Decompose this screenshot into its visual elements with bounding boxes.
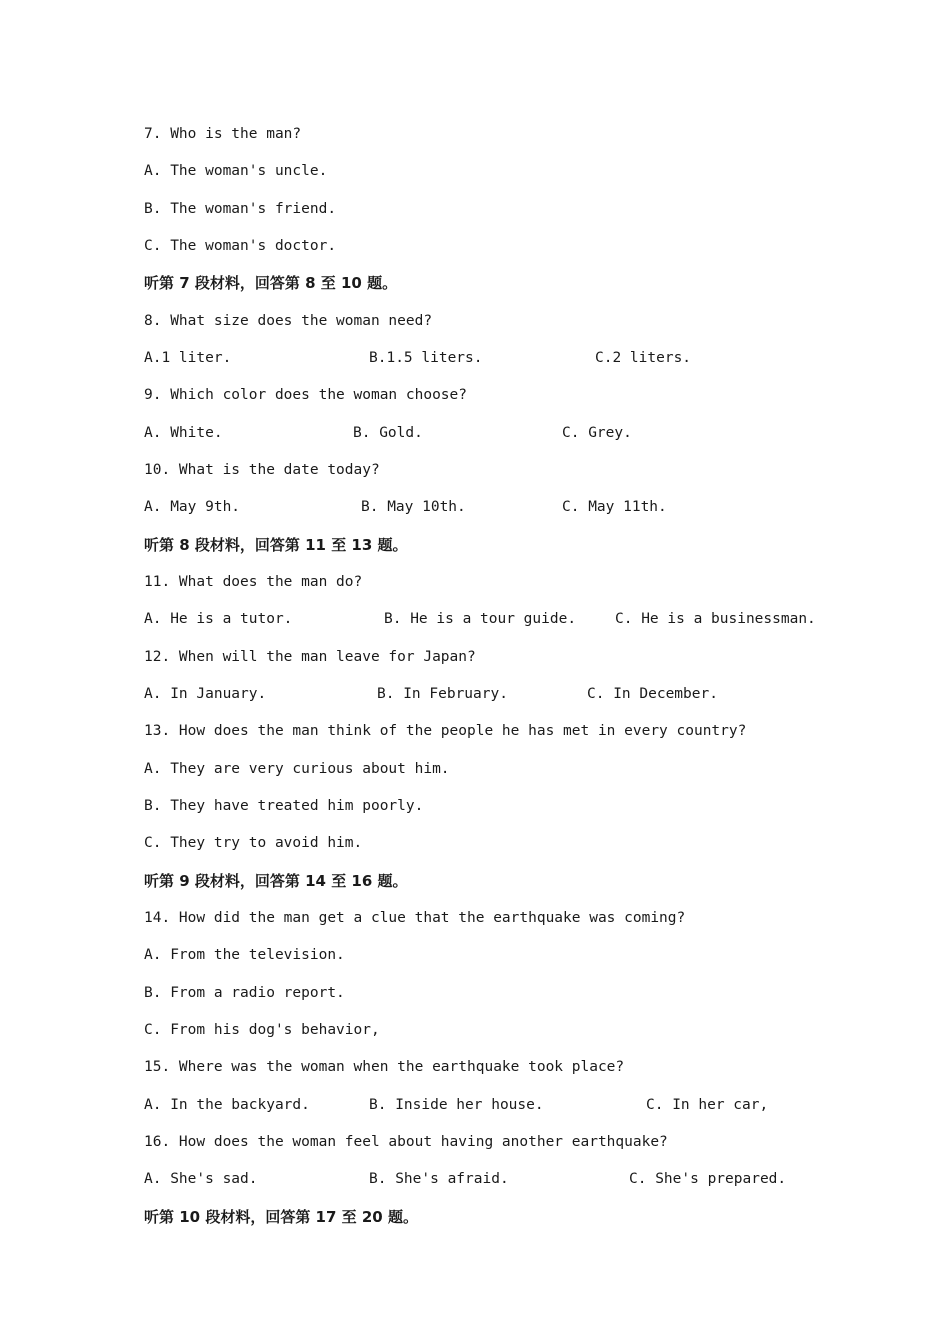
question-9-option-b: B. Gold. xyxy=(353,425,423,441)
question-8-options xyxy=(144,346,692,370)
question-7: 7. Who is the man? xyxy=(144,126,302,142)
question-10-option-b: B. May 10th. xyxy=(361,499,466,515)
section-heading-8: 听第 8 段材料，回答第 11 至 13 题。 xyxy=(144,536,408,554)
question-13-option-b: B. They have treated him poorly. xyxy=(144,798,424,814)
question-15: 15. Where was the woman when the earthquake took place? xyxy=(144,1059,625,1075)
question-8-option-a: A.1 liter. xyxy=(144,350,232,366)
question-15-option-c: C. In her car, xyxy=(646,1097,769,1113)
question-16-option-b: B. She's afraid. xyxy=(369,1171,509,1187)
question-10-option-c: C. May 11th. xyxy=(562,499,667,515)
question-11-option-b: B. He is a tour guide. xyxy=(384,611,577,627)
question-11-option-c: C. He is a businessman. xyxy=(615,611,816,627)
question-15-option-a: A. In the backyard. xyxy=(144,1097,310,1113)
question-7-option-c: C. The woman's doctor. xyxy=(144,238,337,254)
question-15-option-b: B. Inside her house. xyxy=(369,1097,544,1113)
question-14-option-b: B. From a radio report. xyxy=(144,985,345,1001)
section-heading-9: 听第 9 段材料，回答第 14 至 16 题。 xyxy=(144,872,408,890)
question-16-option-a: A. She's sad. xyxy=(144,1171,258,1187)
question-9-option-a: A. White. xyxy=(144,425,223,441)
question-8: 8. What size does the woman need? xyxy=(144,313,433,329)
question-13-option-c: C. They try to avoid him. xyxy=(144,835,363,851)
question-10: 10. What is the date today? xyxy=(144,462,380,478)
question-7-option-a: A. The woman's uncle. xyxy=(144,163,328,179)
question-11-options xyxy=(144,607,816,631)
section-heading-7: 听第 7 段材料，回答第 8 至 10 题。 xyxy=(144,274,398,292)
question-8-option-c: C.2 liters. xyxy=(595,350,692,366)
question-8-option-b: B.1.5 liters. xyxy=(369,350,483,366)
question-7-option-b: B. The woman's friend. xyxy=(144,201,337,217)
question-11: 11. What does the man do? xyxy=(144,574,363,590)
question-10-option-a: A. May 9th. xyxy=(144,499,241,515)
question-9-options xyxy=(144,421,632,445)
question-12-option-c: C. In December. xyxy=(587,686,718,702)
question-14: 14. How did the man get a clue that the earthquake was coming? xyxy=(144,910,686,926)
question-12-option-b: B. In February. xyxy=(377,686,508,702)
question-14-option-a: A. From the television. xyxy=(144,947,345,963)
question-9: 9. Which color does the woman choose? xyxy=(144,387,468,403)
question-14-option-c: C. From his dog's behavior, xyxy=(144,1022,380,1038)
question-16-options xyxy=(144,1167,787,1191)
question-10-options xyxy=(144,495,667,519)
question-13-option-a: A. They are very curious about him. xyxy=(144,761,450,777)
question-11-option-a: A. He is a tutor. xyxy=(144,611,293,627)
question-16-option-c: C. She's prepared. xyxy=(629,1171,787,1187)
question-13: 13. How does the man think of the people he has met in every country? xyxy=(144,723,747,739)
question-12: 12. When will the man leave for Japan? xyxy=(144,649,476,665)
question-9-option-c: C. Grey. xyxy=(562,425,632,441)
question-12-option-a: A. In January. xyxy=(144,686,267,702)
question-12-options xyxy=(144,682,718,706)
section-heading-10: 听第 10 段材料，回答第 17 至 20 题。 xyxy=(144,1208,418,1226)
question-16: 16. How does the woman feel about having another earthquake? xyxy=(144,1134,668,1150)
question-15-options xyxy=(144,1093,769,1117)
